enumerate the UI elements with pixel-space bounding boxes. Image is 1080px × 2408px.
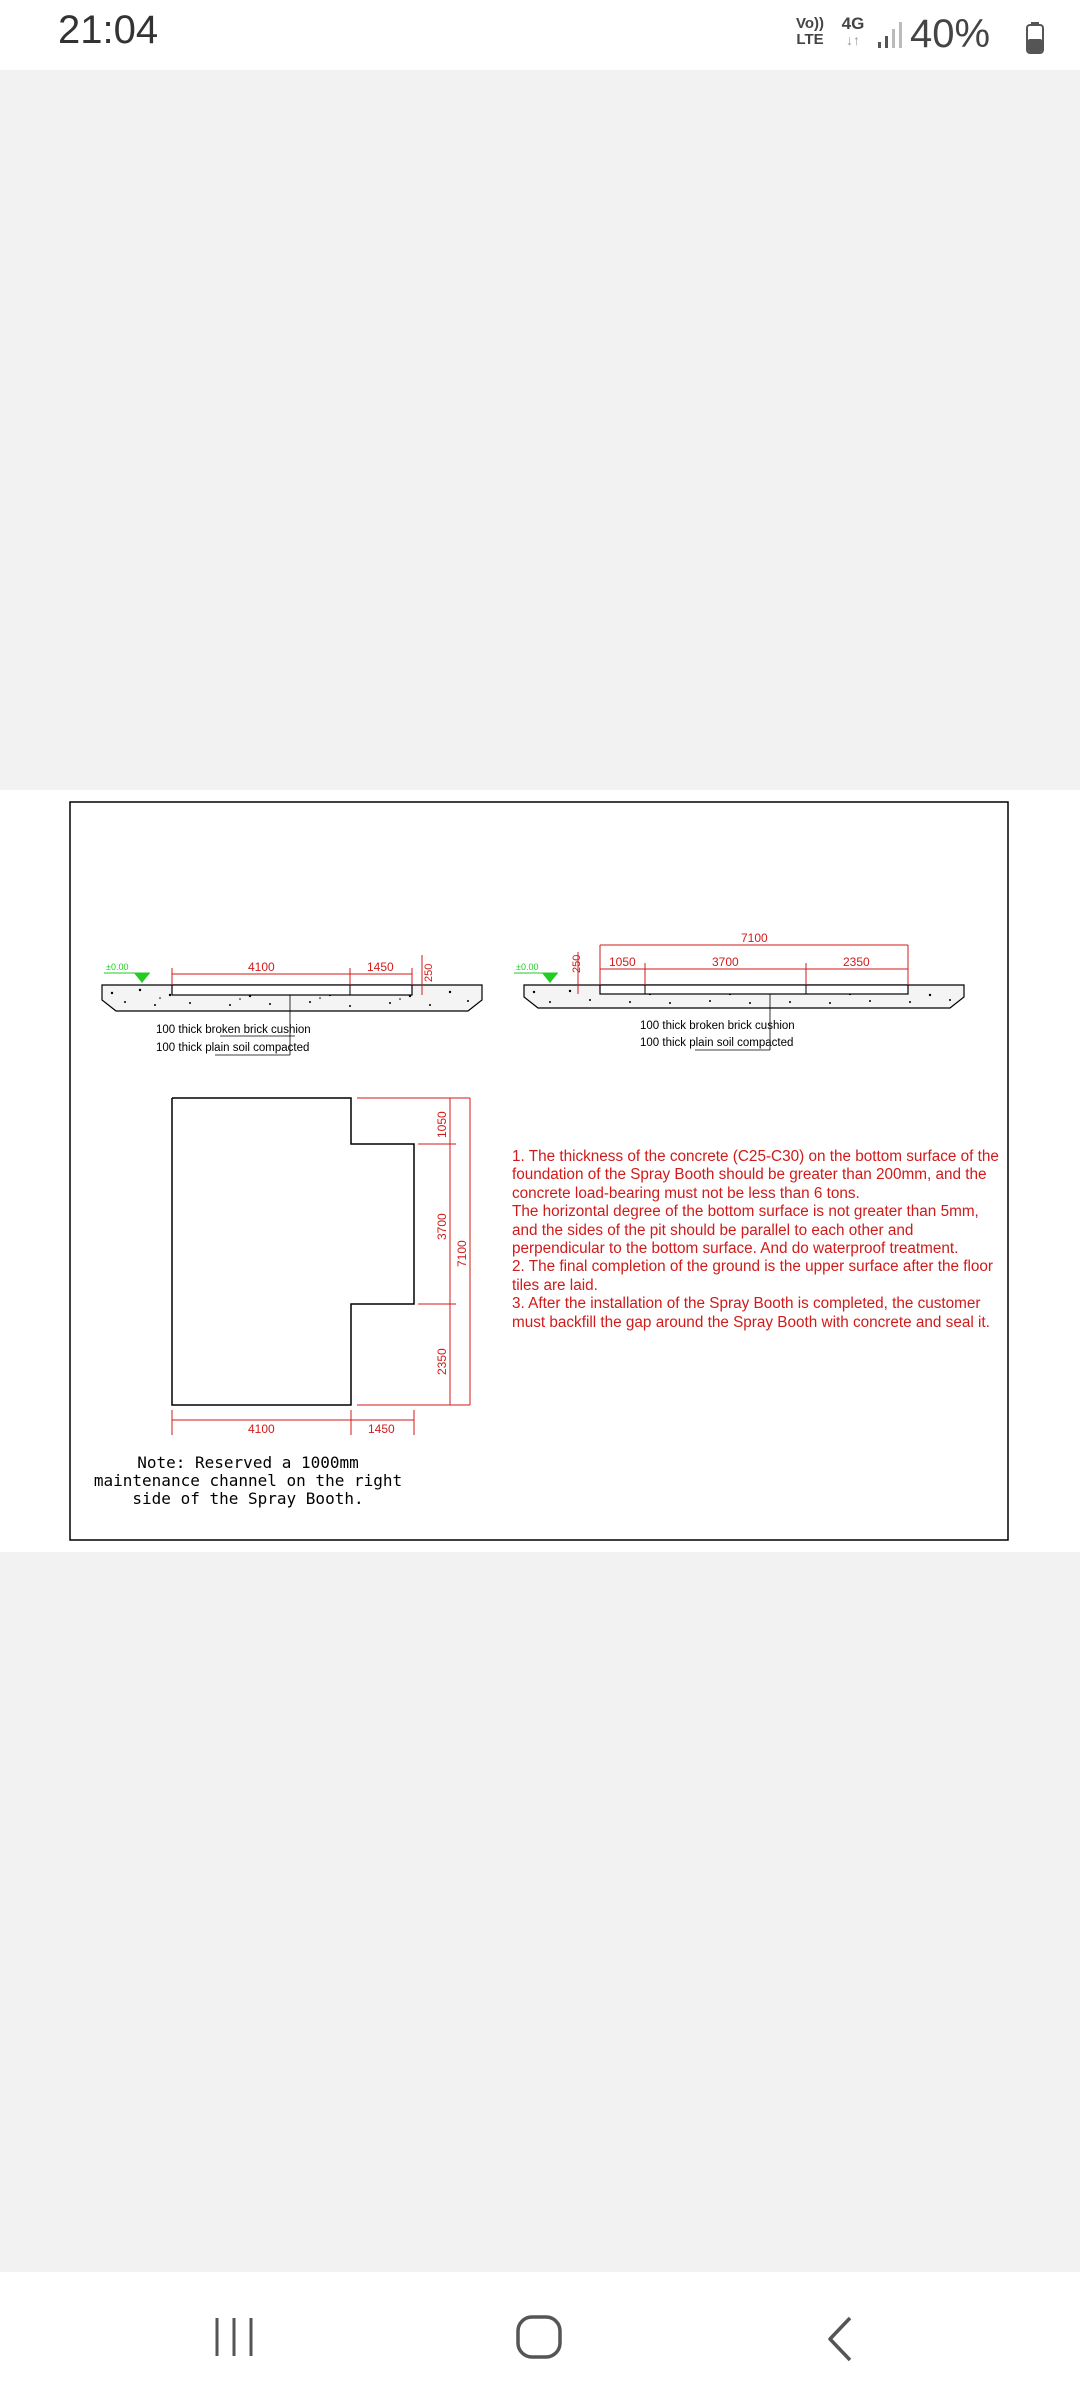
drawing-image[interactable] [0,790,1080,1552]
plan-dim-7100: 7100 [455,1240,469,1267]
left-pit [172,985,412,995]
recents-icon[interactable] [212,2314,258,2360]
plan-note-line3: side of the Spray Booth. [132,1489,364,1508]
plan-note-line2: maintenance channel on the right [93,1471,403,1490]
left-layer2: 100 thick plain soil compacted [156,1042,310,1054]
plan-dim-2350: 2350 [435,1348,449,1375]
right-layer1: 100 thick broken brick cushion [640,1020,795,1032]
plan-note-line1: Note: Reserved a 1000mm [137,1453,359,1472]
left-dim-4100: 4100 [248,960,275,974]
right-section [514,931,964,1050]
left-dim-250: 250 [423,963,435,982]
plan-dim-1450: 1450 [368,1422,395,1436]
note-3: 3. After the installation of the Spray Booth is completed, the customer must backfill the gap around the Spray Booth with concrete and seal it. [512,1295,990,1331]
clock: 21:04 [58,8,159,52]
right-dim-2350: 2350 [843,955,870,969]
network-type: 4G [841,14,865,33]
right-dim-250: 250 [571,954,583,973]
right-layer2: 100 thick plain soil compacted [640,1037,794,1049]
right-level-mark [542,973,558,983]
note-2: 2. The final completion of the ground is the upper surface after the floor tiles are laid. [512,1258,994,1294]
battery-percent: 40% [910,12,991,56]
right-dim-1050: 1050 [609,955,636,969]
right-level-label: ±0.00 [516,962,539,972]
network-arrows: ↓↑ [846,32,860,48]
plan-dim-3700: 3700 [435,1213,449,1240]
plan-view [94,1098,470,1508]
right-dim-7100: 7100 [741,931,768,945]
navigation-bar [0,2272,1080,2408]
right-pit [600,985,908,994]
plan-dim-4100: 4100 [248,1422,275,1436]
plan-outline [172,1098,414,1405]
left-level-label: ±0.00 [106,962,129,972]
status-bar [0,0,1080,70]
home-icon[interactable] [514,2314,564,2360]
plan-dim-1050: 1050 [435,1111,449,1138]
back-icon[interactable] [822,2314,858,2364]
left-layer1: 100 thick broken brick cushion [156,1024,311,1036]
left-section [102,955,482,1055]
volte-indicator [792,16,828,48]
network-indicator [838,16,868,48]
signal-icon [876,20,904,50]
left-level-mark [134,973,150,983]
volte-top: Vo)) [795,15,825,32]
construction-notes [512,1148,1002,1332]
right-dim-3700: 3700 [712,955,739,969]
note-1: 1. The thickness of the concrete (C25-C30) on the bottom surface of the foundation of the Spray Booth should be greater than 200mm, and the concrete load-bearing must not be less than 6 tons. [512,1148,999,1202]
volte-bottom: LTE [796,31,824,48]
left-dim-1450: 1450 [367,960,394,974]
battery-icon [1026,22,1044,54]
note-1b: The horizontal degree of the bottom surface is not greater than 5mm, and the sides of the pit should be parallel to each other and perpendicular to the bottom surface. And do waterproof treatment. [512,1203,979,1258]
